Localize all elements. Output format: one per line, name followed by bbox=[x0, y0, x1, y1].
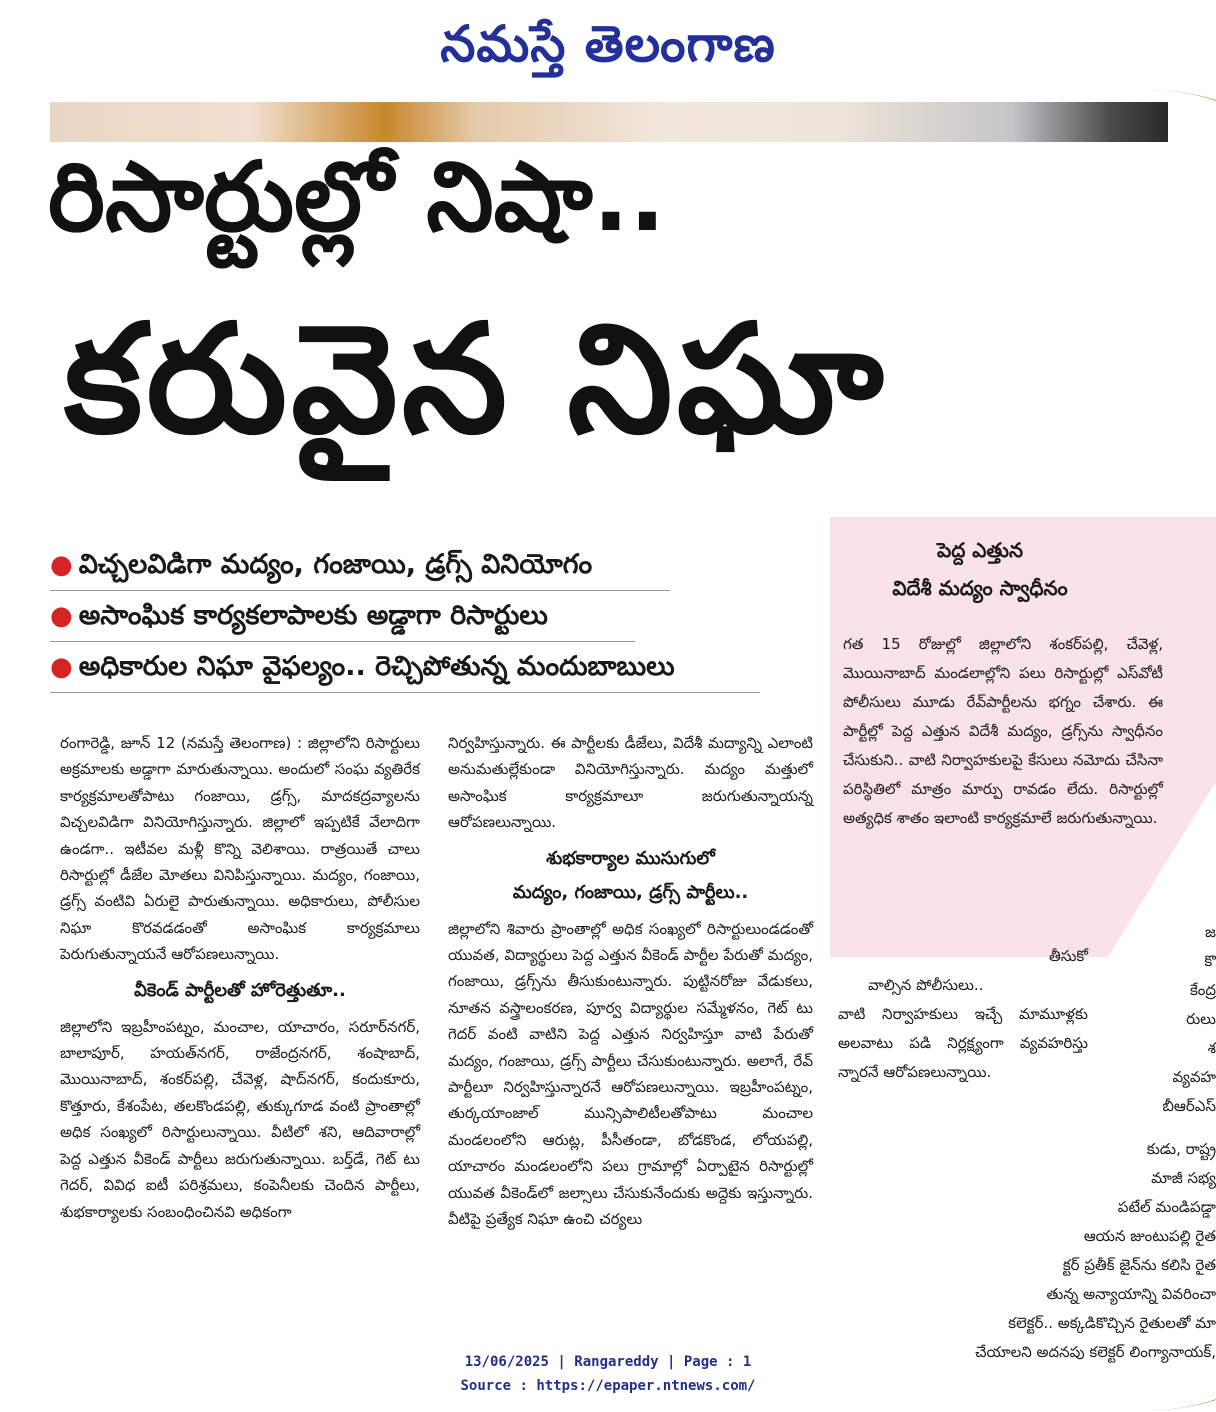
header-photo bbox=[50, 102, 1168, 142]
article-column-3 bbox=[838, 942, 1088, 1087]
column4-line: క్టర్ ప్రతీక్ జైన్‌ను కలిసి రైత bbox=[1062, 1256, 1216, 1274]
column4-line: వ్యవహ bbox=[1172, 1068, 1216, 1086]
column4-line: కుడు, రాష్ట్ర bbox=[1146, 1140, 1216, 1158]
bullet-text: విచ్చలవిడిగా మద్యం, గంజాయి, డ్రగ్స్ వినియోగం bbox=[78, 549, 593, 580]
footer-source-line[interactable]: Source : https://epaper.ntnews.com/ bbox=[460, 1378, 756, 1394]
highlight-bullets bbox=[50, 540, 810, 693]
article-column-4-lower bbox=[900, 1135, 1216, 1367]
sidebar-title-1: పెద్ద ఎత్తున bbox=[936, 538, 1024, 562]
footer-date-line: 13/06/2025 | Rangareddy | Page : 1 bbox=[464, 1354, 752, 1370]
article-subhead: వీకెండ్ పార్టీలతో హోరెత్తుతూ.. bbox=[134, 979, 346, 1001]
column4-line: మాజీ సభ్య bbox=[1151, 1169, 1216, 1187]
sidebar-title-2: విదేశీ మద్యం స్వాధీనం bbox=[892, 576, 1068, 600]
bullet-item bbox=[50, 591, 635, 642]
article-subhead: శుభకార్యాల ముసుగులో bbox=[546, 847, 715, 869]
column4-line: శ bbox=[1207, 1039, 1216, 1057]
headline-line-1: రిసార్టుల్లో నిషా.. bbox=[48, 141, 666, 253]
bullet-dot-icon: ● bbox=[50, 550, 73, 580]
page-footer bbox=[0, 1350, 1216, 1398]
article-paragraph: జిల్లాలోని శివారు ప్రాంతాల్లో అధిక సంఖ్యలో రిసార్టులుండడంతో యువత, విద్యార్థులు పెద్ద ఎత్తున వీకెండ్ పార్టీల పేరుతో మద్యం, గంజాయి, డ్రగ్స్‌ను తీసుకుంటున్నారు. పుట్టినరోజు వేడుకలు, నూతన వస్త్రాలంకరణ, పూర్వ విద్యార్థుల సమ్మేళనం, గెట్ టు గెదర్ వంటి వాటిని పెద్ద ఎత్తున నిర్వహిస్తూ వాటి పేరుతో మద్యం, గంజాయి, డ్రగ్స్ పార్టీలు చేసుకుంటున్నారు. అలాగే, రేవ్ పార్టీలూ నిర్వహిస్తున్నారనే ఆరోపణలున్నాయి. ఇబ్రహీంపట్నం, తుర్కయాంజాల్ మున్సిపాలిటీలతోపాటు మంచాల మండలంలోని ఆరుట్ల, పీసీతండా, బోడకొండ, లోయపల్లి, యాచారం మండలంలోని పలు గ్రామాల్లో ఏర్పాటైన రిసార్టుల్లో యువత వీకెండ్‌లో జల్సాలు చేసుకునేందుకు అద్దెకు ఇస్తున్నారు. వీటిపై ప్రత్యేక నిఘా ఉంచి చర్యలు bbox=[448, 919, 813, 1229]
column4-line: కలెక్టర్.. అక్కడికొచ్చిన రైతులతో మా bbox=[1008, 1314, 1216, 1332]
bullet-item bbox=[50, 642, 760, 693]
article-paragraph: జిల్లాలోని ఇబ్రహీంపట్నం, మంచాల, యాచారం, సరూర్‌నగర్, బాలాపూర్, హయత్‌నగర్, రాజేంద్రనగర్, శంషాబాద్, మొయినాబాద్, శంకర్‌పల్లి, చేవెళ్ల, షాద్‌నగర్, కందుకూరు, కొత్తూరు, కేశంపేట, తలకొండపల్లి, తుక్కుగూడ వంటి ప్రాంతాల్లో అధిక సంఖ్యలో రిసార్టులున్నాయి. వీటిలో శని, ఆదివారాల్లో పెద్ద ఎత్తున వీకెండ్ పార్టీలు జరుగుతున్నాయి. బర్త్‌డే, గెట్ టు గెదర్, వివిధ ఐటీ పరిశ్రమలు, కంపెనీలకు చెందిన పార్టీలు, శుభకార్యాలకు సంబంధించినవి అధికంగా bbox=[60, 1017, 420, 1221]
sidebar-body: గత 15 రోజుల్లో జిల్లాలోని శంకర్‌పల్లి, చేవెళ్ల, మొయినాబాద్ మండలాల్లోని పలు రిసార్టుల్లో ఎస్‌వోటీ పోలీసులు మూడు రేవ్‌పార్టీలను భగ్నం చేశారు. ఈ పార్టీల్లో పెద్ద ఎత్తున విదేశీ మద్యం, డ్రగ్స్‌ను స్వాధీనం చేసుకుని.. వాటి నిర్వాహకులపై కేసులు నమోదు చేసినా పరిస్థితిలో మాత్రం మార్పు రావడం లేదు. రిసార్టుల్లో అత్యధిక శాతం ఇలాంటి కార్యక్రమాలే జరుగుతున్నాయి. bbox=[843, 635, 1163, 827]
article-paragraph: రంగారెడ్డి, జూన్ 12 (నమస్తే తెలంగాణ) : జిల్లాలోని రిసార్టులు అక్రమాలకు అడ్డాగా మారుతున్నాయి. అందులో సంఘ వ్యతిరేక కార్యక్రమాలతోపాటు గంజాయి, డ్రగ్స్, మాదకద్రవ్యాలను విచ్చలవిడిగా వినియోగిస్తున్నారు. జిల్లాలో ఇప్పటికే వేలాదిగా ఉండగా.. ఇటీవల మళ్లీ కొన్ని వెలిశాయి. రాత్రయితే చాలు రిసార్టుల్లో డీజేల మోతలు వినిపిస్తున్నాయి. మద్యం, గంజాయి, డ్రగ్స్ వంటివి ఏరులై పారుతున్నాయి. అధికారులు, పోలీసుల నిఘా కొరవడడంతో అసాంఘిక కార్యక్రమాలు పెరుగుతున్నాయనే ఆరోపణలున్నాయి. bbox=[60, 734, 420, 964]
article-paragraph: నిర్వహిస్తున్నారు. ఈ పార్టీలకు డీజేలు, విదేశీ మద్యాన్ని ఎలాంటి అనుమతుల్లేకుండా వినియోగిస్తున్నారు. మద్యం మత్తులో అసాంఘిక కార్యక్రమాలూ జరుగుతున్నాయన్న ఆరోపణలున్నాయి. bbox=[448, 734, 813, 832]
column4-line: రులు bbox=[1186, 1010, 1216, 1028]
column4-line: చేయాలని అదనపు కలెక్టర్ లింగ్యానాయక్, bbox=[975, 1343, 1216, 1361]
column4-line: జ bbox=[1205, 923, 1216, 941]
bullet-dot-icon: ● bbox=[50, 601, 73, 631]
article-column-4-cut bbox=[1100, 918, 1216, 1121]
masthead-logo: నమస్తే తెలంగాణ bbox=[440, 14, 776, 73]
bullet-item bbox=[50, 540, 670, 591]
column4-line: పటేల్ మండిపడ్డా bbox=[1117, 1198, 1216, 1216]
headline-line-2: కరువైన నిఘా bbox=[64, 293, 888, 467]
bullet-text: అసాంఘిక కార్యకలాపాలకు అడ్డాగా రిసార్టులు bbox=[78, 600, 548, 631]
column4-line: బీఆర్ఎస్ bbox=[1162, 1097, 1216, 1115]
article-column-2 bbox=[448, 730, 813, 1233]
column3-body: వాటి నిర్వాహకులు ఇచ్చే మామూళ్లకు అలవాటు పడి నిర్లక్ష్యంగా వ్యవహరిస్తు న్నారనే ఆరోపణలున్నాయి. bbox=[838, 1005, 1088, 1081]
article-column-1 bbox=[60, 730, 420, 1225]
column4-line: కొ bbox=[1204, 952, 1216, 970]
column4-line: కేంద్ర bbox=[1189, 981, 1216, 999]
column4-line: తున్న అన్యాయాన్ని వివరించా bbox=[1046, 1285, 1216, 1303]
column3-line: వాల్సిన పోలీసులు.. bbox=[868, 976, 984, 994]
bullet-dot-icon: ● bbox=[50, 652, 73, 682]
column3-line: తీసుకో bbox=[1048, 947, 1088, 965]
bullet-text: అధికారుల నిఘా వైఫల్యం.. రెచ్చిపోతున్న మందుబాబులు bbox=[78, 651, 675, 682]
column4-line: ఆయన జుంటుపల్లి రైత bbox=[1083, 1227, 1216, 1245]
article-subhead: మద్యం, గంజాయి, డ్రగ్స్ పార్టీలు.. bbox=[512, 881, 749, 903]
